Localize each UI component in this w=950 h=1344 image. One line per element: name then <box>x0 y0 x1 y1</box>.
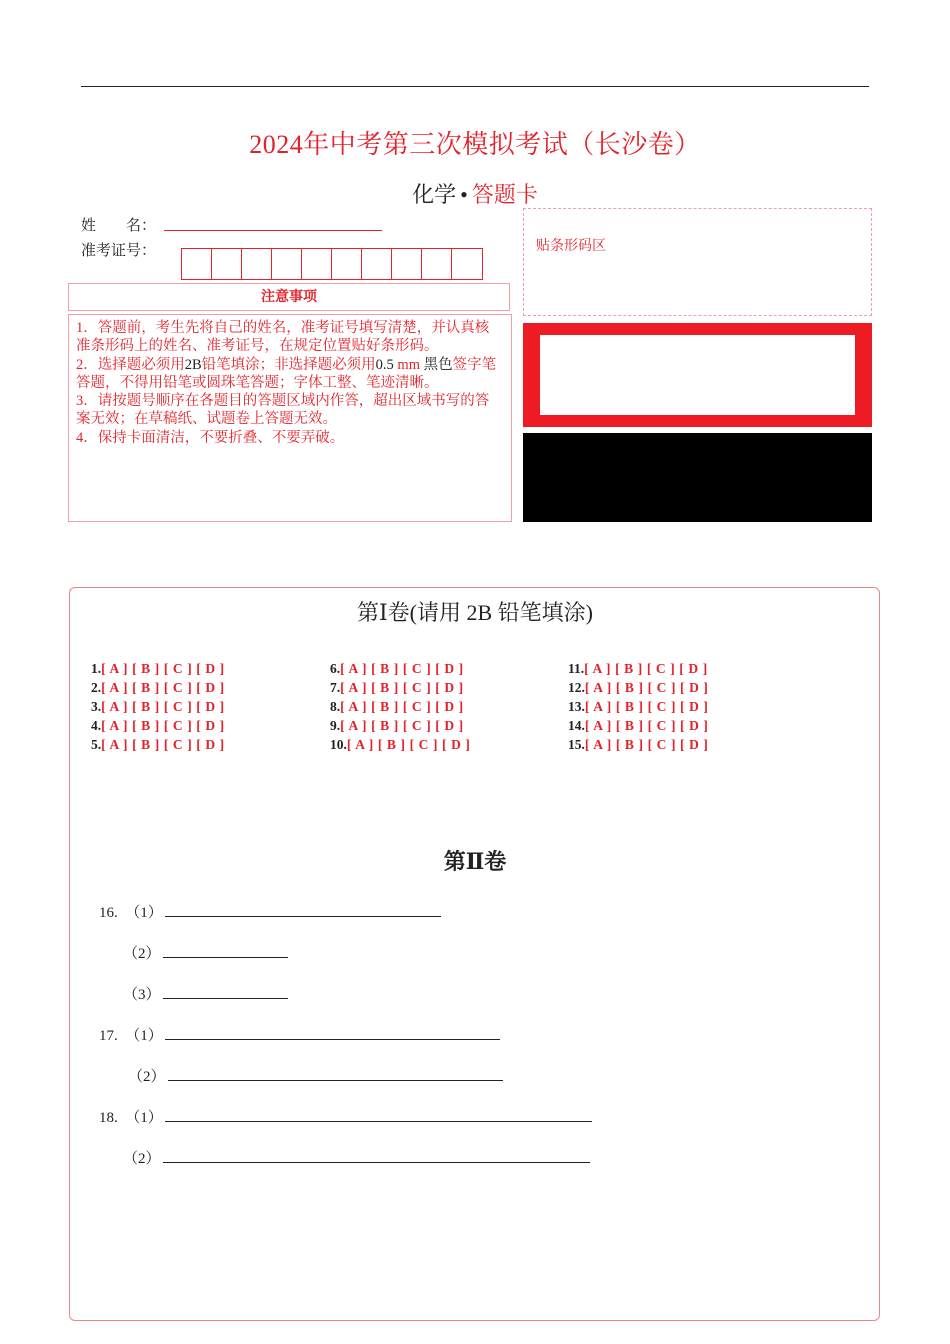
exam-id-cell[interactable] <box>242 249 272 279</box>
barcode-label: 贴条形码区 <box>536 239 606 254</box>
absence-mark-inner <box>540 335 855 415</box>
answer-options[interactable]: [ A ] [ B ] [ C ] [ D ] <box>101 737 225 752</box>
answer-options[interactable]: [ A ] [ B ] [ C ] [ D ] <box>101 680 225 695</box>
exam-id-label: 准考证号： <box>81 243 157 259</box>
question-number: 8. <box>330 699 341 714</box>
question-number: 2. <box>91 680 102 695</box>
answer-card-label: 答题卡 <box>471 182 538 207</box>
answer-options[interactable]: [ A ] [ B ] [ C ] [ D ] <box>584 680 709 695</box>
answer-options[interactable]: [ A ] [ B ] [ C ] [ D ] <box>340 718 464 733</box>
part-label: （1） <box>125 1110 163 1126</box>
question-number: 16. <box>99 905 118 921</box>
top-rule <box>81 86 869 87</box>
question-number: 1. <box>91 661 102 676</box>
answer-options[interactable]: [ A ] [ B ] [ C ] [ D ] <box>346 737 471 752</box>
notice-text: 黑色 <box>423 356 453 373</box>
question-number: 11. <box>568 661 585 676</box>
mc-question-1[interactable] <box>91 661 225 677</box>
mc-question-13[interactable] <box>568 699 709 715</box>
part-label: （3） <box>123 987 161 1003</box>
notice-text: mm <box>397 356 420 373</box>
question-number: 6. <box>330 661 341 676</box>
exam-id-cell[interactable] <box>302 249 332 279</box>
mc-question-3[interactable] <box>91 699 225 715</box>
answer-options[interactable]: [ A ] [ B ] [ C ] [ D ] <box>584 699 709 714</box>
notice-heading: 注意事项 <box>68 283 510 311</box>
exam-id-grid <box>181 248 483 280</box>
part-label: （2） <box>123 946 161 962</box>
mc-question-10[interactable] <box>330 737 471 753</box>
exam-id-cell[interactable] <box>212 249 242 279</box>
answer-line[interactable] <box>165 1025 500 1040</box>
mc-question-8[interactable] <box>330 699 464 715</box>
exam-id-cell[interactable] <box>272 249 302 279</box>
question-number: 15. <box>568 737 585 752</box>
answer-options[interactable]: [ A ] [ B ] [ C ] [ D ] <box>340 680 464 695</box>
mc-question-9[interactable] <box>330 718 464 734</box>
mc-question-4[interactable] <box>91 718 225 734</box>
question-number: 3. <box>91 699 102 714</box>
answer-options[interactable]: [ A ] [ B ] [ C ] [ D ] <box>101 699 225 714</box>
answer-options[interactable]: [ A ] [ B ] [ C ] [ D ] <box>340 699 464 714</box>
part-label: （1） <box>125 1028 163 1044</box>
mc-question-2[interactable] <box>91 680 225 696</box>
question-18-part-1 <box>99 1106 592 1127</box>
notice-item-3: 3．请按题号顺序在各题目的答题区域内作答，超出区域书写的答案无效；在草稿纸、试题卷上答题无效。 <box>76 393 490 428</box>
notice-item-1: 1．答题前，考生先将自己的姓名，准考证号填写清楚，并认真核准条形码上的姓名、准考证号，在规定位置贴好条形码。 <box>76 320 490 355</box>
answer-options[interactable]: [ A ] [ B ] [ C ] [ D ] <box>101 661 225 676</box>
question-number: 7. <box>330 680 341 695</box>
question-16-part-2 <box>123 942 288 963</box>
section-1-title: 第Ⅰ卷(请用 2B 铅笔填涂) <box>356 600 594 625</box>
notice-text: 0.5 <box>375 356 394 373</box>
answer-options[interactable]: [ A ] [ B ] [ C ] [ D ] <box>584 737 709 752</box>
question-number: 13. <box>568 699 585 714</box>
answer-line[interactable] <box>168 1066 503 1081</box>
exam-id-cell[interactable] <box>362 249 392 279</box>
section-2-title: 第Ⅱ卷 <box>443 849 507 874</box>
question-17-part-1 <box>99 1024 500 1045</box>
mc-question-5[interactable] <box>91 737 225 753</box>
notice-text: 铅笔填涂；非选择题必须用 <box>201 356 376 373</box>
question-number: 9. <box>330 718 341 733</box>
name-field[interactable] <box>164 230 382 231</box>
answer-line[interactable] <box>163 943 288 958</box>
question-number: 14. <box>568 718 585 733</box>
mc-question-12[interactable] <box>568 680 709 696</box>
mc-question-14[interactable] <box>568 718 709 734</box>
separator-dot: • <box>460 182 468 207</box>
answer-line[interactable] <box>163 984 288 999</box>
name-label: 姓 名： <box>81 218 157 234</box>
answer-options[interactable]: [ A ] [ B ] [ C ] [ D ] <box>584 661 708 676</box>
part-label: （2） <box>128 1069 166 1085</box>
answer-line[interactable] <box>163 1148 590 1163</box>
subject-name: 化学 <box>412 182 457 207</box>
question-number: 17. <box>99 1028 118 1044</box>
card-subtitle <box>0 178 950 209</box>
question-number: 12. <box>568 680 585 695</box>
absence-mark-frame <box>523 323 872 427</box>
question-number: 18. <box>99 1110 118 1126</box>
question-16-part-3 <box>123 983 288 1004</box>
exam-id-cell[interactable] <box>332 249 362 279</box>
black-block <box>523 433 872 522</box>
notice-item-4: 4．保持卡面清洁，不要折叠、不要弄破。 <box>76 429 345 446</box>
question-number: 4. <box>91 718 102 733</box>
question-number: 10. <box>330 737 347 752</box>
answer-options[interactable]: [ A ] [ B ] [ C ] [ D ] <box>340 661 464 676</box>
exam-id-cell[interactable] <box>422 249 452 279</box>
notice-text: 签字笔答题，不得用铅笔或圆珠笔答题；字体工整、笔迹清晰。 <box>76 356 497 391</box>
answer-options[interactable]: [ A ] [ B ] [ C ] [ D ] <box>101 718 225 733</box>
question-18-part-2 <box>123 1147 590 1168</box>
mc-question-7[interactable] <box>330 680 464 696</box>
notice-text: 2B <box>184 356 202 373</box>
answer-line[interactable] <box>165 1107 592 1122</box>
part-label: （1） <box>125 905 163 921</box>
notice-text: 2．选择题必须用 <box>76 356 185 373</box>
answer-options[interactable]: [ A ] [ B ] [ C ] [ D ] <box>584 718 709 733</box>
part-label: （2） <box>123 1151 161 1167</box>
notice-item-2 <box>76 356 503 393</box>
question-16-part-1 <box>99 901 441 922</box>
answer-line[interactable] <box>165 902 441 917</box>
notice-box <box>68 314 512 522</box>
mc-question-15[interactable] <box>568 737 709 753</box>
barcode-area <box>523 208 872 316</box>
exam-id-cell[interactable] <box>182 249 212 279</box>
mc-question-6[interactable] <box>330 661 464 677</box>
question-number: 5. <box>91 737 102 752</box>
exam-title: 2024年中考第三次模拟考试（长沙卷） <box>249 130 701 159</box>
exam-id-cell[interactable] <box>392 249 422 279</box>
mc-question-11[interactable] <box>568 661 708 677</box>
question-17-part-2 <box>128 1065 503 1086</box>
exam-id-cell[interactable] <box>452 249 482 279</box>
